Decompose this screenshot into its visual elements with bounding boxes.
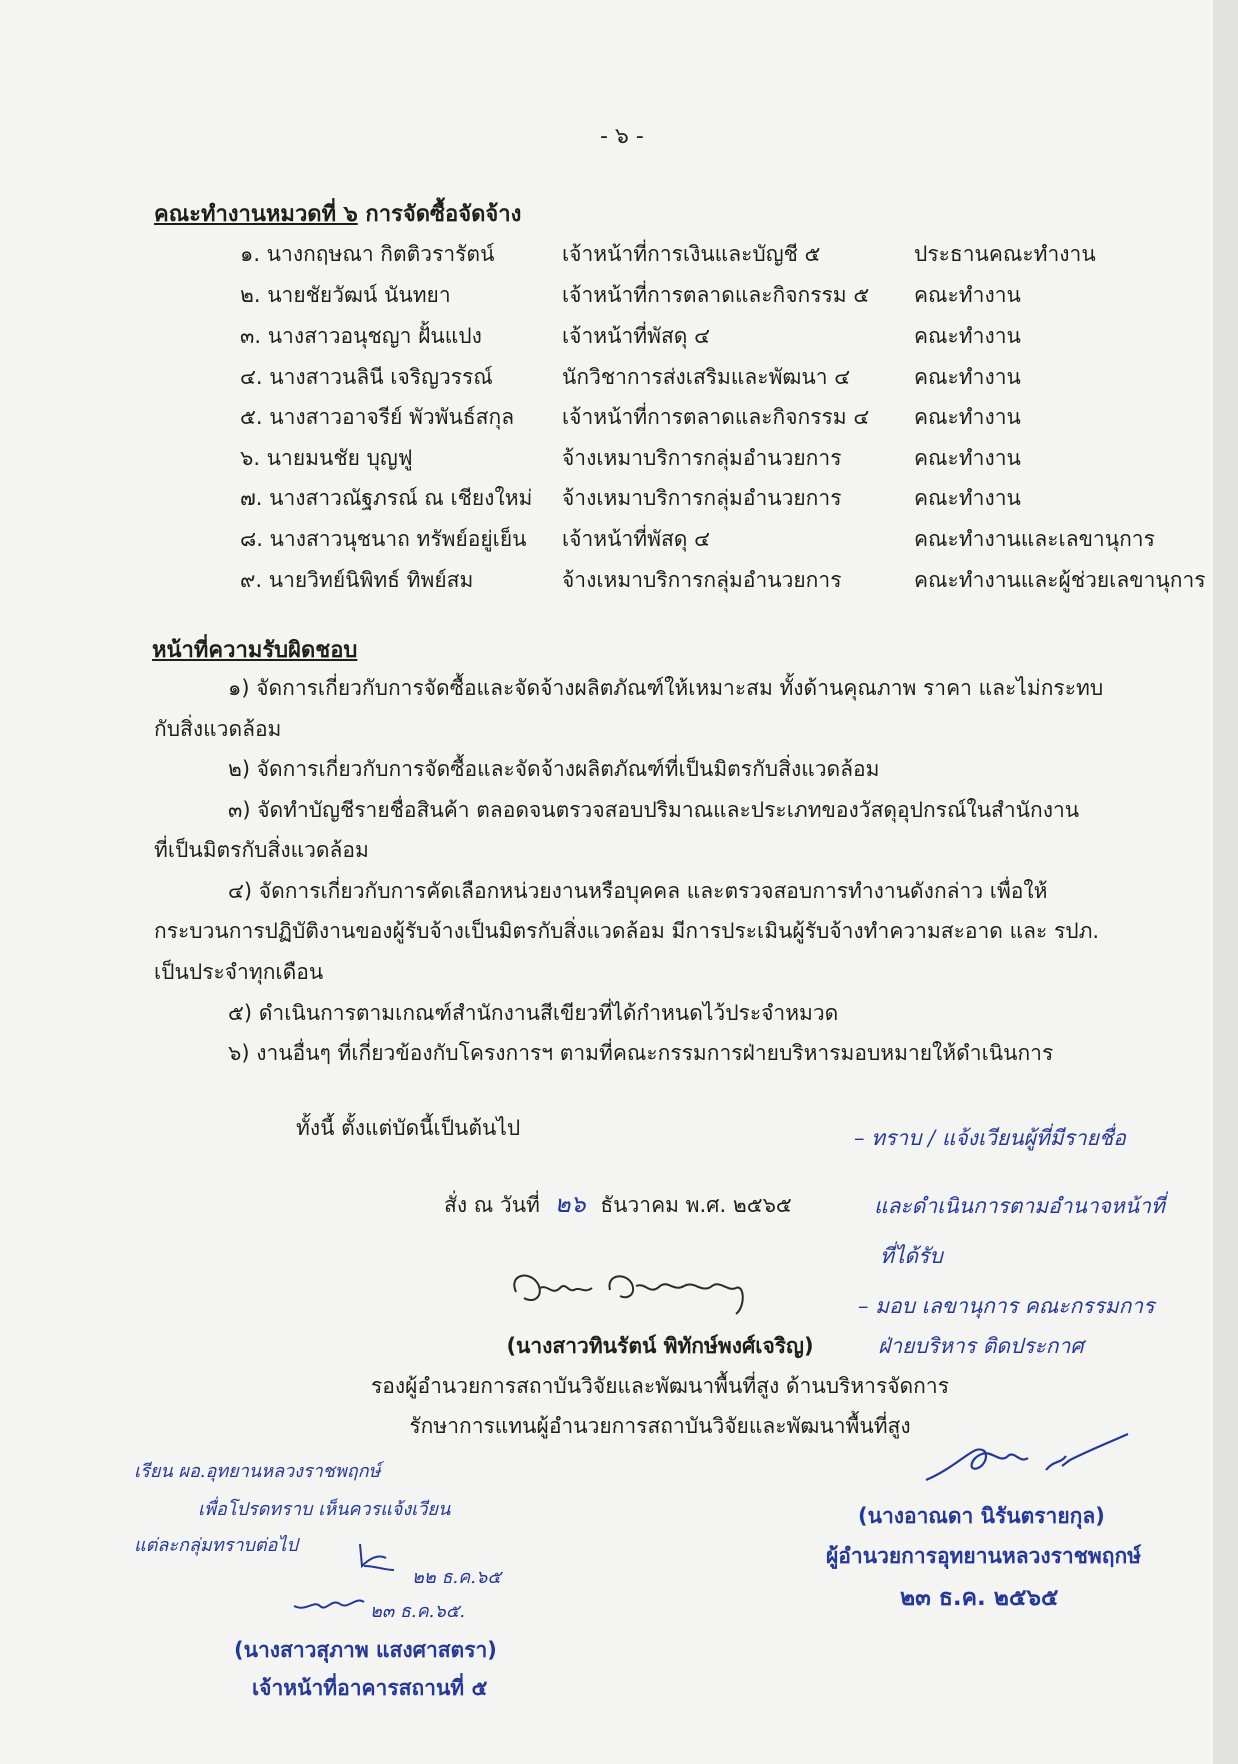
member-position: เจ้าหน้าที่การตลาดและกิจกรรม ๕ (562, 283, 870, 307)
member-position: จ้างเหมาบริการกลุ่มอำนวยการ (562, 568, 842, 592)
order-date-day: ๒๖ (554, 1190, 586, 1218)
member-position: จ้างเหมาบริการกลุ่มอำนวยการ (562, 446, 842, 470)
duty-line: ๔) จัดการเกี่ยวกับการคัดเลือกหน่วยงานหรือบุคคล และตรวจสอบการทำงานดังกล่าว เพื่อให้ (228, 879, 1048, 903)
order-date-suffix: ธันวาคม พ.ศ. ๒๕๖๕ (600, 1193, 792, 1217)
note-date: ๒๒ ธ.ค.๖๕ (412, 1567, 501, 1588)
member-row (0, 401, 1238, 441)
effective-statement: ทั้งนี้ ตั้งแต่บัดนี้เป็นต้นไป (296, 1116, 521, 1140)
member-row (0, 279, 1238, 319)
note-line: เรียน ผอ.อุทยานหลวงราชพฤกษ์ (134, 1461, 381, 1482)
order-date-prefix: สั่ง ณ วันที่ (444, 1193, 540, 1217)
member-role: คณะทำงานและผู้ช่วยเลขานุการ (914, 568, 1206, 592)
member-role: คณะทำงาน (914, 283, 1021, 307)
duty-line: ๖) งานอื่นๆ ที่เกี่ยวข้องกับโครงการฯ ตามที่คณะกรรมการฝ่ายบริหารมอบหมายให้ดำเนินการ (228, 1041, 1054, 1065)
note-line: ที่ได้รับ (880, 1244, 943, 1268)
note-line: และดำเนินการตามอำนาจหน้าที่ (874, 1194, 1165, 1218)
member-row (0, 238, 1238, 278)
duty-line: กับสิ่งแวดล้อม (154, 717, 282, 741)
duty-line: ๑) จัดการเกี่ยวกับการจัดซื้อและจัดจ้างผลิตภัณฑ์ให้เหมาะสม ทั้งด้านคุณภาพ ราคา และไม่กระทบ (228, 676, 1104, 700)
member-position: เจ้าหน้าที่การตลาดและกิจกรรม ๔ (562, 405, 870, 429)
duty-line: กระบวนการปฏิบัติงานของผู้รับจ้างเป็นมิตรกับสิ่งแวดล้อม มีการประเมินผู้รับจ้างทำความสะอาด และ รปภ. (154, 919, 1100, 943)
member-row (0, 361, 1238, 401)
member-row (0, 523, 1238, 563)
left-signer-name: (นางสาวสุภาพ แสงศาสตรา) (234, 1638, 497, 1662)
member-name: ๒. นายชัยวัฒน์ นันทยา (240, 283, 451, 307)
member-position: เจ้าหน้าที่พัสดุ ๔ (562, 527, 710, 551)
member-position: เจ้าหน้าที่การเงินและบัญชี ๕ (562, 242, 821, 266)
duty-line: ๓) จัดทำบัญชีรายชื่อสินค้า ตลอดจนตรวจสอบปริมาณและประเภทของวัสดุอุปกรณ์ในสำนักงาน (228, 798, 1080, 822)
member-row (0, 442, 1238, 482)
signature-image (508, 1262, 788, 1322)
note-date: ๒๓ ธ.ค.๖๕. (370, 1601, 466, 1622)
duties-heading: หน้าที่ความรับผิดชอบ (152, 638, 358, 663)
page-number: - ๖ - (600, 124, 644, 149)
member-name: ๑. นางกฤษณา กิตติวรารัตน์ (240, 242, 495, 266)
right-signer-date: ๒๓ ธ.ค. ๒๕๖๕ (900, 1585, 1059, 1611)
member-position: เจ้าหน้าที่พัสดุ ๔ (562, 324, 710, 348)
member-name: ๖. นายมนชัย บุญฟู (240, 446, 413, 470)
member-name: ๔. นางสาวนลินี เจริญวรรณ์ (240, 365, 493, 389)
note-line: – มอบ เลขานุการ คณะกรรมการ (858, 1294, 1155, 1318)
member-role: คณะทำงาน (914, 324, 1021, 348)
right-signature-image (920, 1420, 1140, 1500)
duty-line: เป็นประจำทุกเดือน (154, 960, 324, 984)
member-name: ๙. นายวิทย์นิพิทธ์ ทิพย์สม (240, 568, 474, 592)
member-row (0, 320, 1238, 360)
member-position: นักวิชาการส่งเสริมและพัฒนา ๔ (562, 365, 851, 389)
section-title (154, 196, 521, 231)
left-signature-image (290, 1536, 420, 1616)
right-signer-name: (นางอาณดา นิรันตรายกุล) (858, 1504, 1105, 1528)
left-signer-title: เจ้าหน้าที่อาคารสถานที่ ๕ (252, 1676, 488, 1700)
duty-line: ๕) ดำเนินการตามเกณฑ์สำนักงานสีเขียวที่ได้กำหนดไว้ประจำหมวด (228, 1001, 839, 1025)
member-position: จ้างเหมาบริการกลุ่มอำนวยการ (562, 486, 842, 510)
signer-title: รองผู้อำนวยการสถาบันวิจัยและพัฒนาพื้นที่สูง ด้านบริหารจัดการ (371, 1374, 949, 1398)
member-name: ๗. นางสาวณัฐภรณ์ ณ เชียงใหม่ (240, 486, 533, 510)
signer-name: (นางสาวทินรัตน์ พิทักษ์พงศ์เจริญ) (506, 1334, 814, 1358)
member-role: คณะทำงานและเลขานุการ (914, 527, 1155, 551)
duty-line: ที่เป็นมิตรกับสิ่งแวดล้อม (154, 838, 369, 862)
member-role: คณะทำงาน (914, 446, 1021, 470)
member-role: ประธานคณะทำงาน (914, 242, 1096, 266)
member-role: คณะทำงาน (914, 486, 1021, 510)
member-row (0, 482, 1238, 522)
note-line: – ทราบ / แจ้งเวียนผู้ที่มีรายชื่อ (854, 1126, 1126, 1150)
order-date (444, 1184, 792, 1225)
member-name: ๕. นางสาวอาจรีย์ พัวพันธ์สกุล (240, 405, 515, 429)
member-name: ๘. นางสาวนุชนาถ ทรัพย์อยู่เย็น (240, 527, 527, 551)
note-line: แต่ละกลุ่มทราบต่อไป (134, 1535, 298, 1556)
member-role: คณะทำงาน (914, 405, 1021, 429)
duty-line: ๒) จัดการเกี่ยวกับการจัดซื้อและจัดจ้างผลิตภัณฑ์ที่เป็นมิตรกับสิ่งแวดล้อม (228, 757, 880, 781)
right-signer-title: ผู้อำนวยการอุทยานหลวงราชพฤกษ์ (826, 1544, 1142, 1568)
member-name: ๓. นางสาวอนุชญา ฝั้นแปง (240, 324, 482, 348)
member-role: คณะทำงาน (914, 365, 1021, 389)
note-line: ฝ่ายบริหาร ติดประกาศ (878, 1334, 1084, 1358)
section-title-rest: การจัดซื้อจัดจ้าง (357, 202, 522, 227)
section-title-underlined: คณะทำงานหมวดที่ ๖ (154, 202, 358, 227)
member-row (0, 564, 1238, 604)
note-line: เพื่อโปรดทราบ เห็นควรแจ้งเวียน (198, 1499, 451, 1520)
signer-acting-title: รักษาการแทนผู้อำนวยการสถาบันวิจัยและพัฒนาพื้นที่สูง (409, 1414, 911, 1438)
